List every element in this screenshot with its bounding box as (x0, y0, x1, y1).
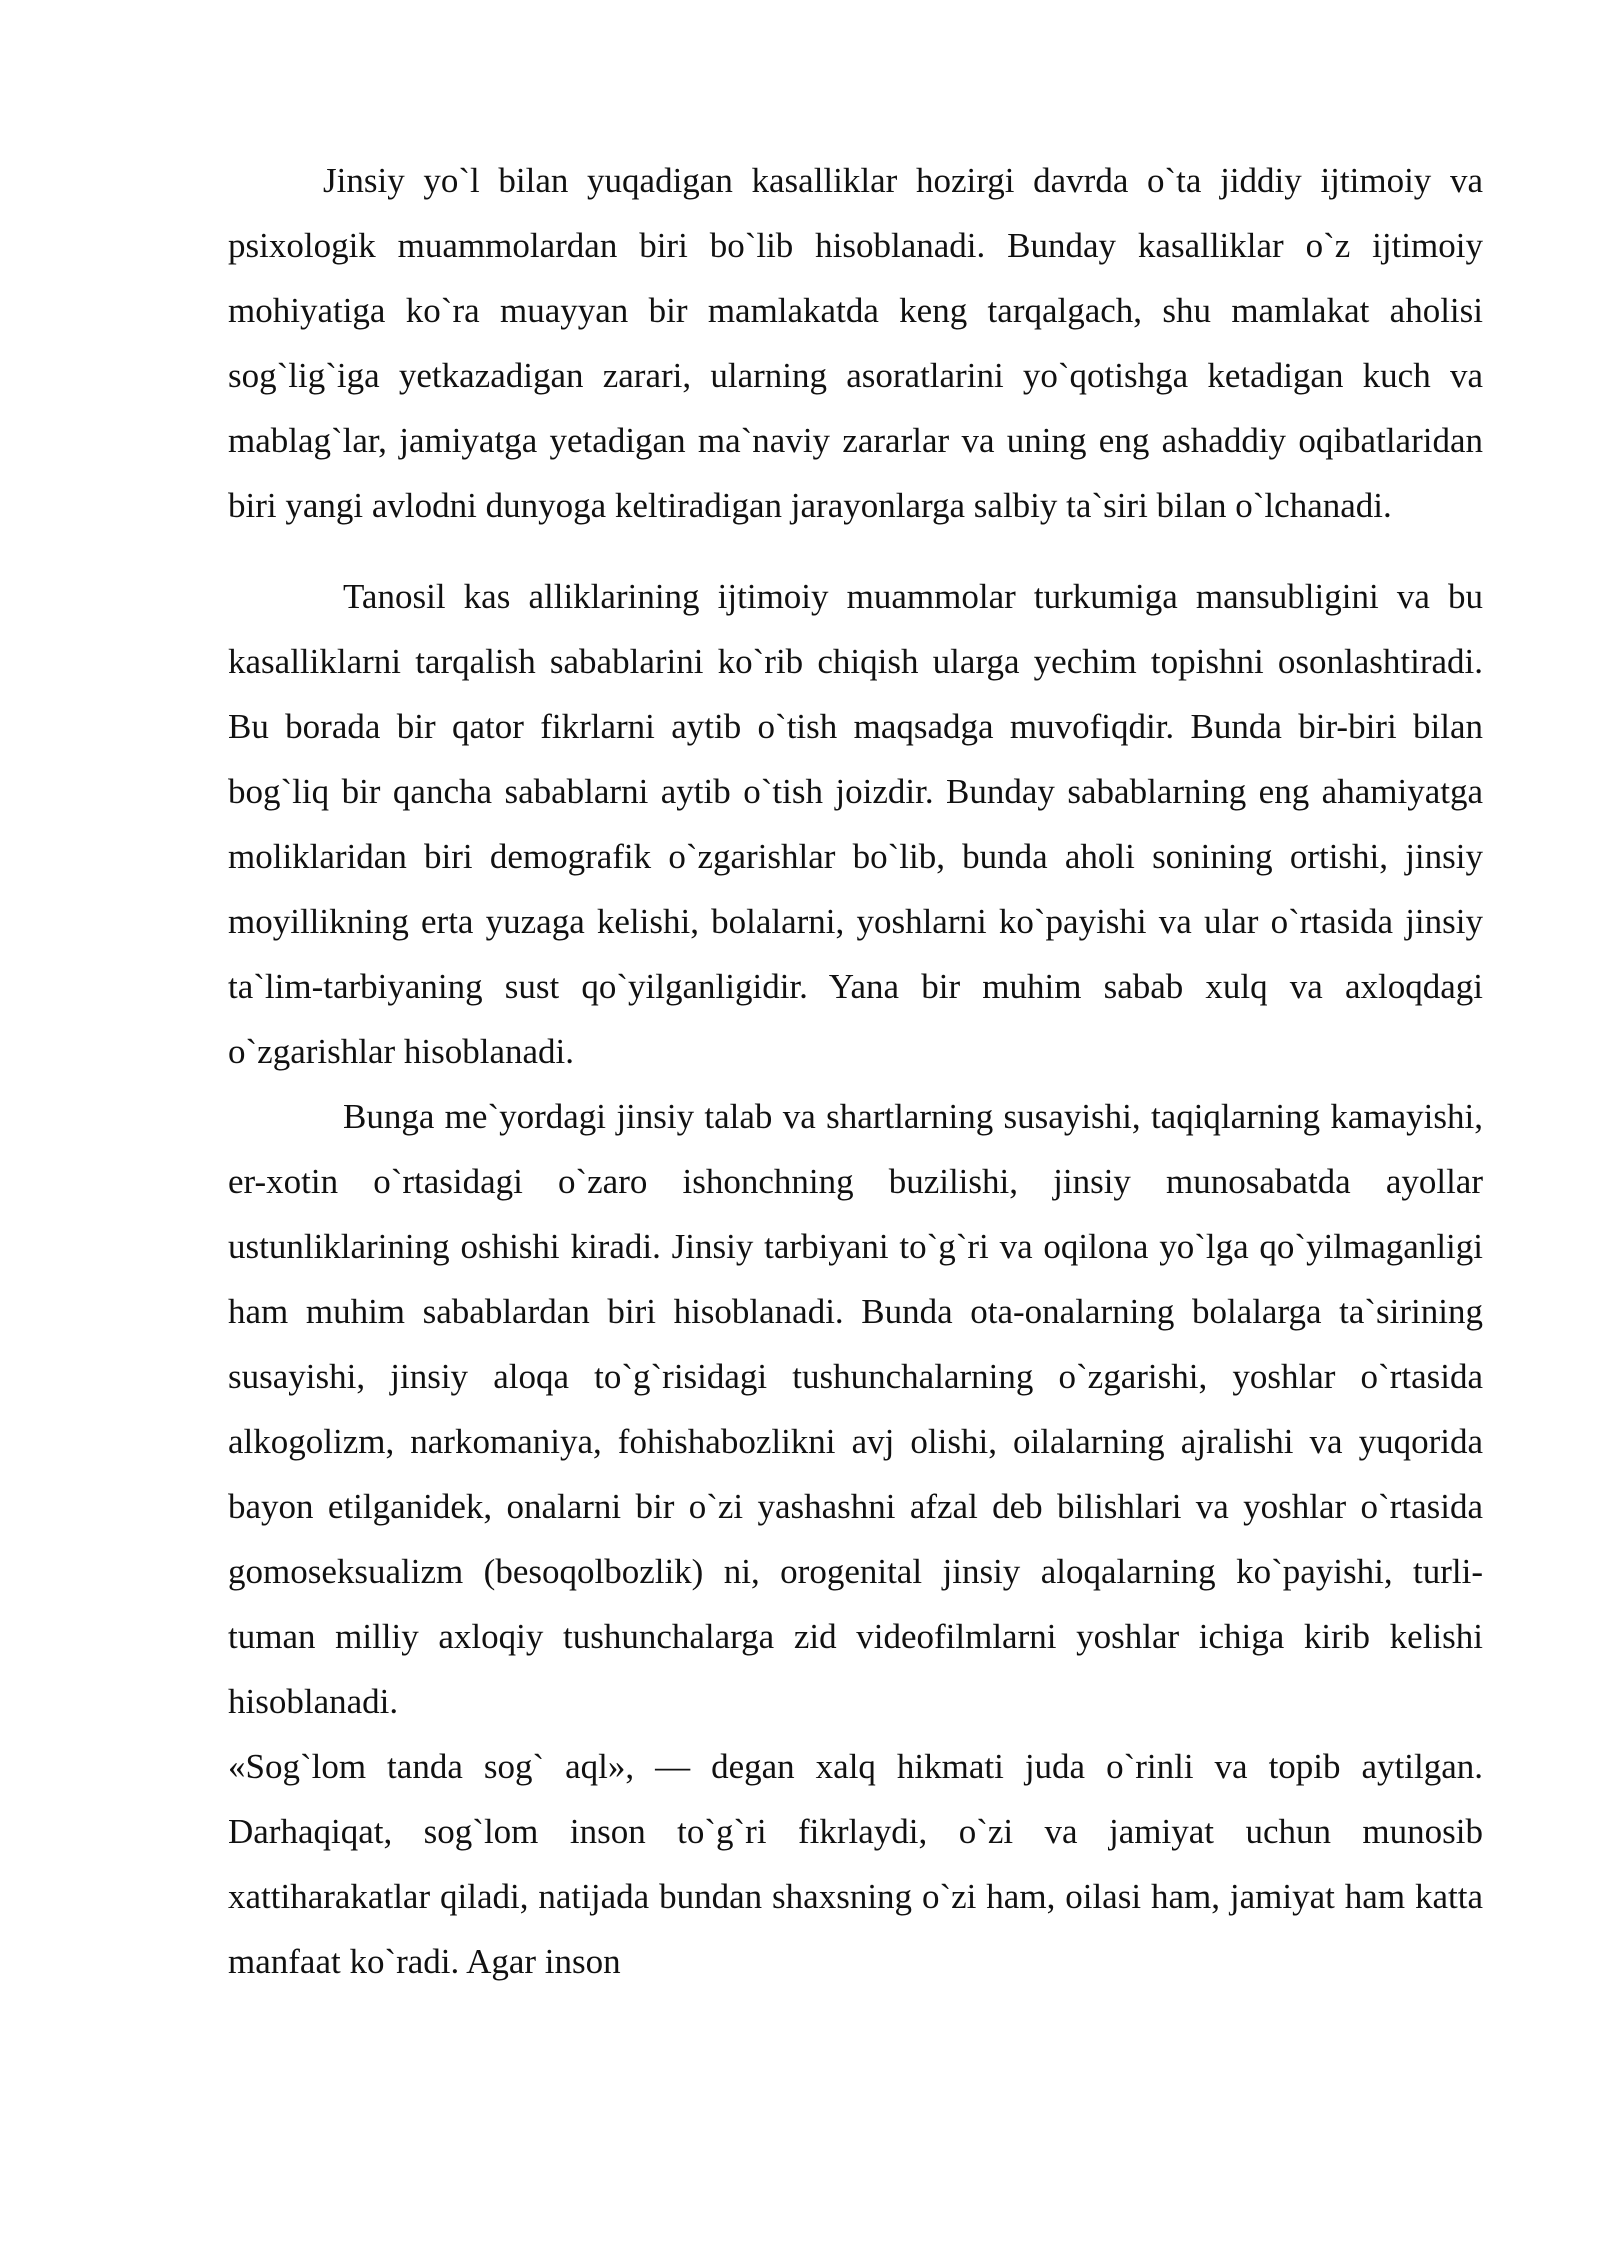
paragraph-4: «Sog`lom tanda sog` aql», — degan xalq hikmati juda o`rinli va topib aytilgan. Darhaqiqat, sog`lom inson to`g`ri fikrlaydi, o`zi va jamiyat uchun munosib xattiharakatlar qiladi, natijada bundan shaxsning o`zi ham, oilasi ham, jamiyat ham katta manfaat ko`radi. Agar inson (228, 1747, 1483, 1981)
paragraph-1: Jinsiy yo`l bilan yuqadigan kasalliklar hozirgi davrda o`ta jiddiy ijtimoiy va psixologik muammolardan biri bo`lib hisoblanadi. Bunday kasalliklar o`z ijtimoiy mohiyatiga ko`ra muayyan bir mamlakatda keng tarqalgach, shu mamlakat aholisi sog`lig`iga yetkazadigan zarari, ularning asoratlarini yo`qotishga ketadigan kuch va mablag`lar, jamiyatga yetadigan ma`naviy zararlar va uning eng ashaddiy oqibatlaridan biri yangi avlodni dunyoga keltiradigan jarayonlarga salbiy ta`siri bilan o`lchanadi. (228, 161, 1483, 525)
document-body (228, 148, 1483, 1994)
paragraph-3: Bunga me`yordagi jinsiy talab va shartlarning susayishi, taqiqlarning kamayishi, er-xotin o`rtasidagi o`zaro ishonchning buzilishi, jinsiy munosabatda ayollar ustunliklarining oshishi kiradi. Jinsiy tarbiyani to`g`ri va oqilona yo`lga qo`yilmaganligi ham muhim sabablardan biri hisoblanadi. Bunda ota-onalarning bolalarga ta`sirining susayishi, jinsiy aloqa to`g`risidagi tushunchalarning o`zgarishi, yoshlar o`rtasida alkogolizm, narkomaniya, fohishabozlikni avj olishi, oilalarning ajralishi va yuqorida bayon etilganidek, onalarni bir o`zi yashashni afzal deb bilishlari va yoshlar o`rtasida gomoseksualizm (besoqolbozlik) ni, orogenital jinsiy aloqalarning ko`payishi, turli-tuman milliy axloqiy tushunchalarga zid videofilmlarni yoshlar ichiga kirib kelishi hisoblanadi. (228, 1097, 1483, 1721)
paragraph-2: Tanosil kas alliklarining ijtimoiy muammolar turkumiga mansubligini va bu kasalliklarni tarqalish sabablarini ko`rib chiqish ularga yechim topishni osonlashtiradi. Bu borada bir qator fikrlarni aytib o`tish maqsadga muvofiqdir. Bunda bir-biri bilan bog`liq bir qancha sabablarni aytib o`tish joizdir. Bunday sabablarning eng ahamiyatga moliklaridan biri demografik o`zgarishlar bo`lib, bunda aholi sonining ortishi, jinsiy moyillikning erta yuzaga kelishi, bolalarni, yoshlarni ko`payishi va ular o`rtasida jinsiy ta`lim-tarbiyaning sust qo`yilganligidir. Yana bir muhim sabab xulq va axloqdagi o`zgarishlar hisoblanadi. (228, 577, 1483, 1071)
